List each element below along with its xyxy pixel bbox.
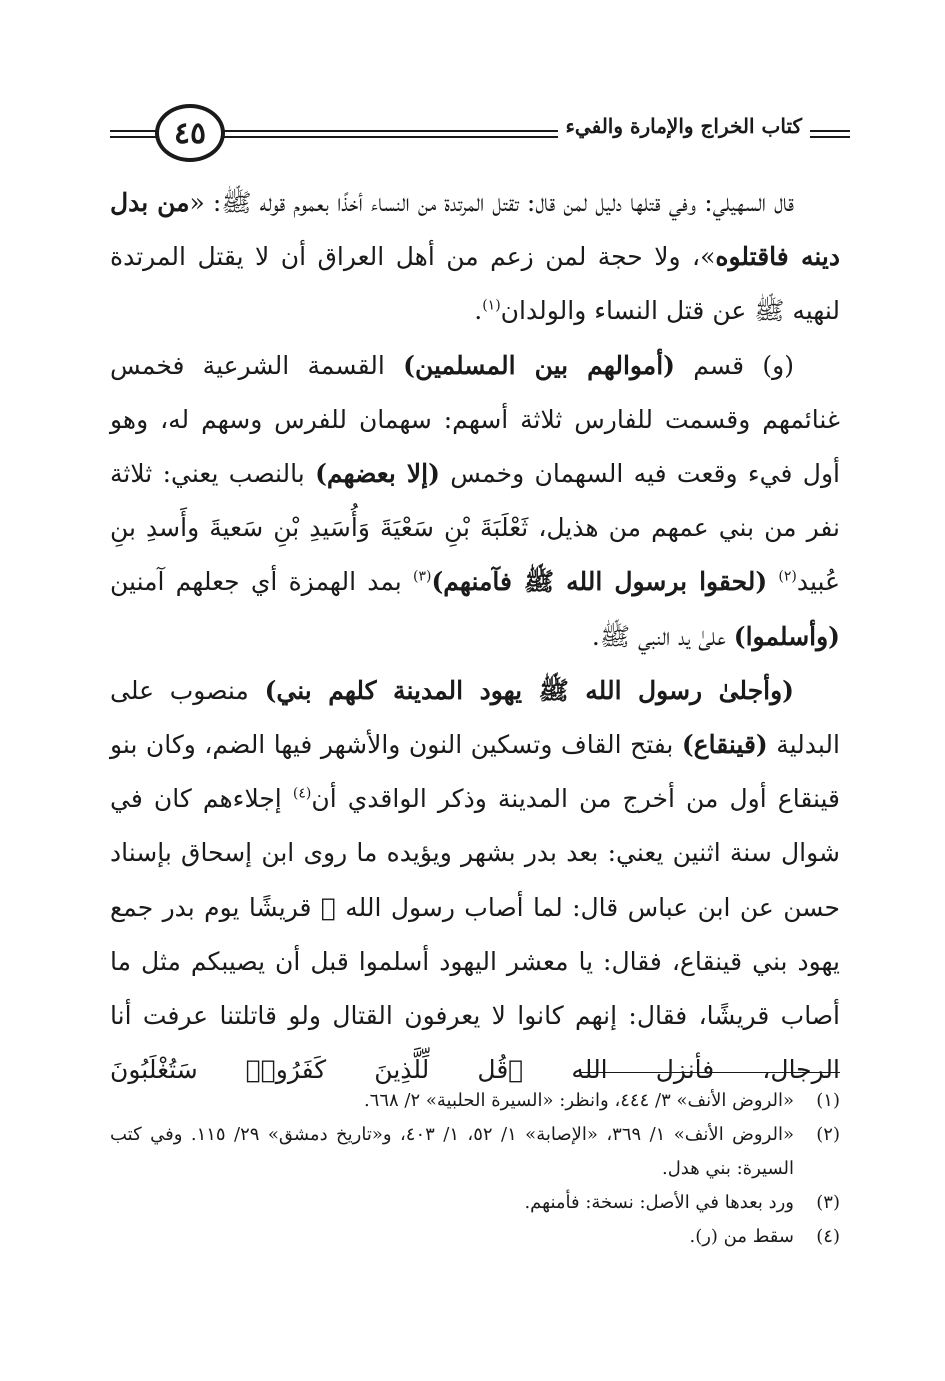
- main-text: [110, 176, 840, 1097]
- footnote: [110, 1220, 840, 1254]
- footnote-text: «الروض الأنف» ٣/ ٤٤٤، وانظر: «السيرة الحلبية» ٢/ ٦٦٨.: [363, 1090, 794, 1111]
- matn-text: (وأجلىٰ رسول الله ﷺ يهود المدينة كلهم بني): [264, 675, 794, 705]
- footnote-text: ورد بعدها في الأصل: نسخة: فأمنهم.: [524, 1192, 794, 1213]
- footnote-text: «الروض الأنف» ١/ ٣٦٩، «الإصابة» ١/ ٥٢، ١/ ٤٠٣، و«تاريخ دمشق» ٢٩/ ١١٥. وفي كتب السيرة: بني هدل.: [110, 1124, 795, 1179]
- matn-text: (إلا بعضهم): [315, 459, 440, 489]
- footnote-separator: [580, 1072, 840, 1073]
- matn-text: (وأسلموا): [733, 621, 840, 651]
- footnote-ref: (١): [482, 298, 501, 315]
- footnote-number: (١): [816, 1090, 840, 1111]
- footnotes: [110, 1084, 840, 1254]
- matn-text: (لحقوا برسول الله ﷺ فآمنهم): [431, 567, 768, 597]
- footnote-number: (٣): [816, 1192, 840, 1213]
- header-rule: [816, 130, 850, 132]
- footnote-text: سقط من (ر).: [689, 1226, 794, 1247]
- page-number: ٤٥: [155, 104, 225, 162]
- footnote-ref: (٤): [292, 785, 312, 802]
- matn-text: (قينقاع): [681, 730, 768, 760]
- footnote: [110, 1118, 840, 1186]
- hadith-quote: من بدل دينه فاقتلوه: [110, 188, 840, 272]
- paragraph: قال السهيلي: وفي قتلها دليل لمن قال: تقتل المرتدة من النساء أخذًا بعموم قوله ﷺ: «من بدل دينه فاقتلوه»، ولا حجة لمن زعم من أهل العراق أن لا يقتل المرتدة لنهيه ﷺ عن قتل النساء والولدان$^{(١)}$.: [110, 188, 840, 326]
- header-rule: [110, 136, 160, 138]
- footnote: [110, 1186, 840, 1220]
- paragraph: (وأجلىٰ رسول الله ﷺ يهود المدينة كلهم بني) منصوب على البدلية (قينقاع) بفتح القاف وتسكين النون والأشهر فيها الضم، وكان بنو قينقاع أول من أخرج من المدينة وذكر الواقدي أن$^{(٤)}$ إجلاءهم كان في شوال سنة اثنين يعني: بعد بدر بشهر ويؤيده ما روى ابن إسحاق بإسناد حسن عن ابن عباس قال: لما أصاب رسول الله ﷺ قريشًا يوم بدر جمع يهود بني قينقاع، فقال: يا معشر اليهود أسلموا قبل أن يصيبكم مثل ما أصاب قريشًا، فقال: إنهم كانوا لا يعرفون القتال ولو قاتلتنا عرفت أنا الرجال، فأنزل الله ﴿قُل لِّلَّذِينَ كَفَرُوا۟ سَتُغْلَبُونَ: [110, 675, 840, 1085]
- page-header: [110, 100, 850, 170]
- footnote-ref: (٣): [412, 569, 432, 586]
- footnote: [110, 1084, 840, 1118]
- footnote-ref: (٢): [778, 569, 797, 586]
- footnote-number: (٤): [816, 1226, 840, 1247]
- paragraph: (و) قسم (أموالهم بين المسلمين) القسمة الشرعية فخمس غنائمهم وقسمت للفارس ثلاثة أسهم: سهمان للفرس وسهم له، وهو أول فيء وقعت فيه السهمان وخمس (إلا بعضهم) بالنصب يعني: ثلاثة نفر من بني عمهم من هذيل، ثَعْلَبَةَ بْنِ سَعْيَةَ وَأُسَيدِ بْنِ سَعيةَ وأَسدِ بنِ عُبيد$^{(٢)}$ (لحقوا برسول الله ﷺ فآمنهم)$^{(٣)}$ بمد الهمزة أي جعلهم آمنين (وأسلموا) علىٰ يد النبي ﷺ.: [110, 350, 840, 651]
- header-rule: [110, 130, 160, 132]
- book-title: كتاب الخراج والإمارة والفيء: [558, 114, 811, 138]
- matn-text: (أموالهم بين المسلمين): [403, 350, 675, 380]
- header-rule: [816, 136, 850, 138]
- footnote-number: (٢): [816, 1124, 840, 1145]
